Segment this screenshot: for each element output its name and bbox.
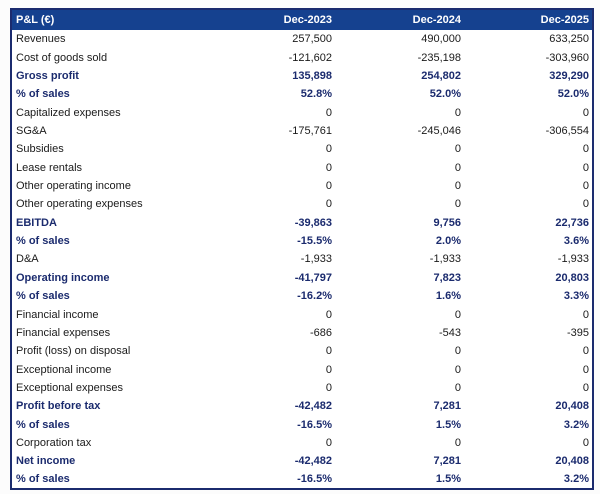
table-row xyxy=(11,360,593,378)
row-label: Other operating income xyxy=(16,180,131,193)
cell-value: 0 xyxy=(454,106,461,119)
table-row xyxy=(11,122,593,140)
cell-value: 7,281 xyxy=(433,455,461,468)
cell-value: 7,281 xyxy=(433,400,461,413)
cell-value: 257,500 xyxy=(292,33,332,46)
row-label: % of sales xyxy=(16,473,70,486)
table-row xyxy=(11,342,593,360)
cell-value: 254,802 xyxy=(421,69,461,82)
cell-value: 329,290 xyxy=(549,69,589,82)
cell-value: 20,408 xyxy=(555,400,589,413)
cell-value: 0 xyxy=(325,161,332,174)
table-row xyxy=(11,287,593,305)
row-label: % of sales xyxy=(16,235,70,248)
cell-value: 0 xyxy=(454,345,461,358)
row-label: Revenues xyxy=(16,33,66,46)
cell-value: 0 xyxy=(325,198,332,211)
cell-value: 0 xyxy=(454,143,461,156)
table-row xyxy=(11,85,593,103)
row-label: D&A xyxy=(16,253,39,266)
cell-value: -42,482 xyxy=(294,455,332,468)
cell-value: -16.5% xyxy=(297,418,332,431)
cell-value: -41,797 xyxy=(294,271,332,284)
cell-value: -245,046 xyxy=(417,124,461,137)
cell-value: -15.5% xyxy=(297,235,332,248)
row-label: Operating income xyxy=(16,271,110,284)
cell-value: 1.5% xyxy=(435,473,461,486)
table-row xyxy=(11,214,593,232)
cell-value: 0 xyxy=(325,345,332,358)
column-header-dec-2025: Dec-2025 xyxy=(464,9,593,30)
row-label: SG&A xyxy=(16,124,47,137)
row-label: Subsidies xyxy=(16,143,64,156)
cell-value: -16.2% xyxy=(297,290,332,303)
cell-value: 1.5% xyxy=(435,418,461,431)
cell-value: 0 xyxy=(325,143,332,156)
cell-value: -235,198 xyxy=(417,51,461,64)
cell-value: 0 xyxy=(325,382,332,394)
cell-value: 0 xyxy=(454,161,461,174)
row-label: % of sales xyxy=(16,88,70,101)
cell-value: 3.2% xyxy=(563,473,589,486)
cell-value: -175,761 xyxy=(288,124,332,137)
cell-value: 0 xyxy=(582,180,589,193)
table-row xyxy=(11,48,593,66)
row-label: Capitalized expenses xyxy=(16,106,121,119)
cell-value: -395 xyxy=(566,326,589,339)
cell-value: 0 xyxy=(325,180,332,193)
cell-value: 7,823 xyxy=(433,271,461,284)
cell-value: 490,000 xyxy=(421,33,461,46)
pnl-table-body xyxy=(11,30,593,489)
table-row xyxy=(11,397,593,415)
table-row xyxy=(11,269,593,287)
table-row xyxy=(11,305,593,323)
cell-value: 3.3% xyxy=(563,290,589,303)
cell-value: 52.8% xyxy=(300,88,332,101)
cell-value: 3.6% xyxy=(563,235,589,248)
table-row xyxy=(11,471,593,489)
table-row xyxy=(11,452,593,470)
table-row xyxy=(11,67,593,85)
cell-value: 0 xyxy=(582,308,589,321)
cell-value: 2.0% xyxy=(435,235,461,248)
table-row xyxy=(11,195,593,213)
cell-value: -1,933 xyxy=(429,253,461,266)
cell-value: 0 xyxy=(325,363,332,376)
cell-value: -543 xyxy=(438,326,461,339)
row-label: Exceptional income xyxy=(16,363,112,376)
row-label: % of sales xyxy=(16,418,70,431)
cell-value: 0 xyxy=(325,106,332,119)
table-title: P&L (€) xyxy=(11,9,206,30)
row-label: Profit before tax xyxy=(16,400,101,413)
cell-value: 0 xyxy=(582,345,589,358)
cell-value: -306,554 xyxy=(545,124,589,137)
cell-value: 135,898 xyxy=(292,69,332,82)
cell-value: -1,933 xyxy=(557,253,589,266)
cell-value: -1,933 xyxy=(300,253,332,266)
row-label: Lease rentals xyxy=(16,161,83,174)
column-header-dec-2023: Dec-2023 xyxy=(206,9,335,30)
row-label: Cost of goods sold xyxy=(16,51,108,64)
pnl-table-header xyxy=(11,9,593,30)
pnl-table xyxy=(10,8,594,490)
cell-value: 0 xyxy=(454,198,461,211)
cell-value: 0 xyxy=(454,363,461,376)
cell-value: 0 xyxy=(582,106,589,119)
cell-value: -42,482 xyxy=(294,400,332,413)
row-label: Corporation tax xyxy=(16,437,92,450)
table-row xyxy=(11,30,593,48)
cell-value: 0 xyxy=(454,437,461,450)
cell-value: 0 xyxy=(454,382,461,394)
header-row xyxy=(11,9,593,30)
row-label: Gross profit xyxy=(16,69,79,82)
row-label: % of sales xyxy=(16,290,70,303)
table-row xyxy=(11,232,593,250)
cell-value: 20,408 xyxy=(555,455,589,468)
table-row xyxy=(11,324,593,342)
cell-value: 52.0% xyxy=(429,88,461,101)
table-row xyxy=(11,434,593,452)
cell-value: 0 xyxy=(582,382,589,394)
table-row xyxy=(11,140,593,158)
cell-value: 0 xyxy=(582,143,589,156)
cell-value: 9,756 xyxy=(433,216,461,229)
row-label: Profit (loss) on disposal xyxy=(16,345,131,358)
cell-value: 0 xyxy=(325,437,332,450)
cell-value: 633,250 xyxy=(549,33,589,46)
row-label: Financial expenses xyxy=(16,326,111,339)
row-label: Financial income xyxy=(16,308,99,321)
cell-value: -16.5% xyxy=(297,473,332,486)
cell-value: 0 xyxy=(582,437,589,450)
cell-value: 20,803 xyxy=(555,271,589,284)
table-row xyxy=(11,250,593,268)
cell-value: -121,602 xyxy=(288,51,332,64)
cell-value: 22,736 xyxy=(555,216,589,229)
row-label: Net income xyxy=(16,455,76,468)
cell-value: 0 xyxy=(582,161,589,174)
cell-value: -686 xyxy=(309,326,332,339)
table-row xyxy=(11,159,593,177)
cell-value: 1.6% xyxy=(435,290,461,303)
row-label: EBITDA xyxy=(16,216,57,229)
table-row xyxy=(11,103,593,121)
cell-value: 0 xyxy=(454,180,461,193)
cell-value: 0 xyxy=(582,198,589,211)
cell-value: 52.0% xyxy=(557,88,589,101)
cell-value: 3.2% xyxy=(563,418,589,431)
table-row xyxy=(11,416,593,434)
table-row xyxy=(11,177,593,195)
column-header-dec-2024: Dec-2024 xyxy=(335,9,464,30)
row-label: Exceptional expenses xyxy=(16,382,124,394)
cell-value: 0 xyxy=(582,363,589,376)
cell-value: 0 xyxy=(454,308,461,321)
row-label: Other operating expenses xyxy=(16,198,143,211)
cell-value: -39,863 xyxy=(294,216,332,229)
cell-value: -303,960 xyxy=(545,51,589,64)
cell-value: 0 xyxy=(325,308,332,321)
table-row xyxy=(11,379,593,397)
